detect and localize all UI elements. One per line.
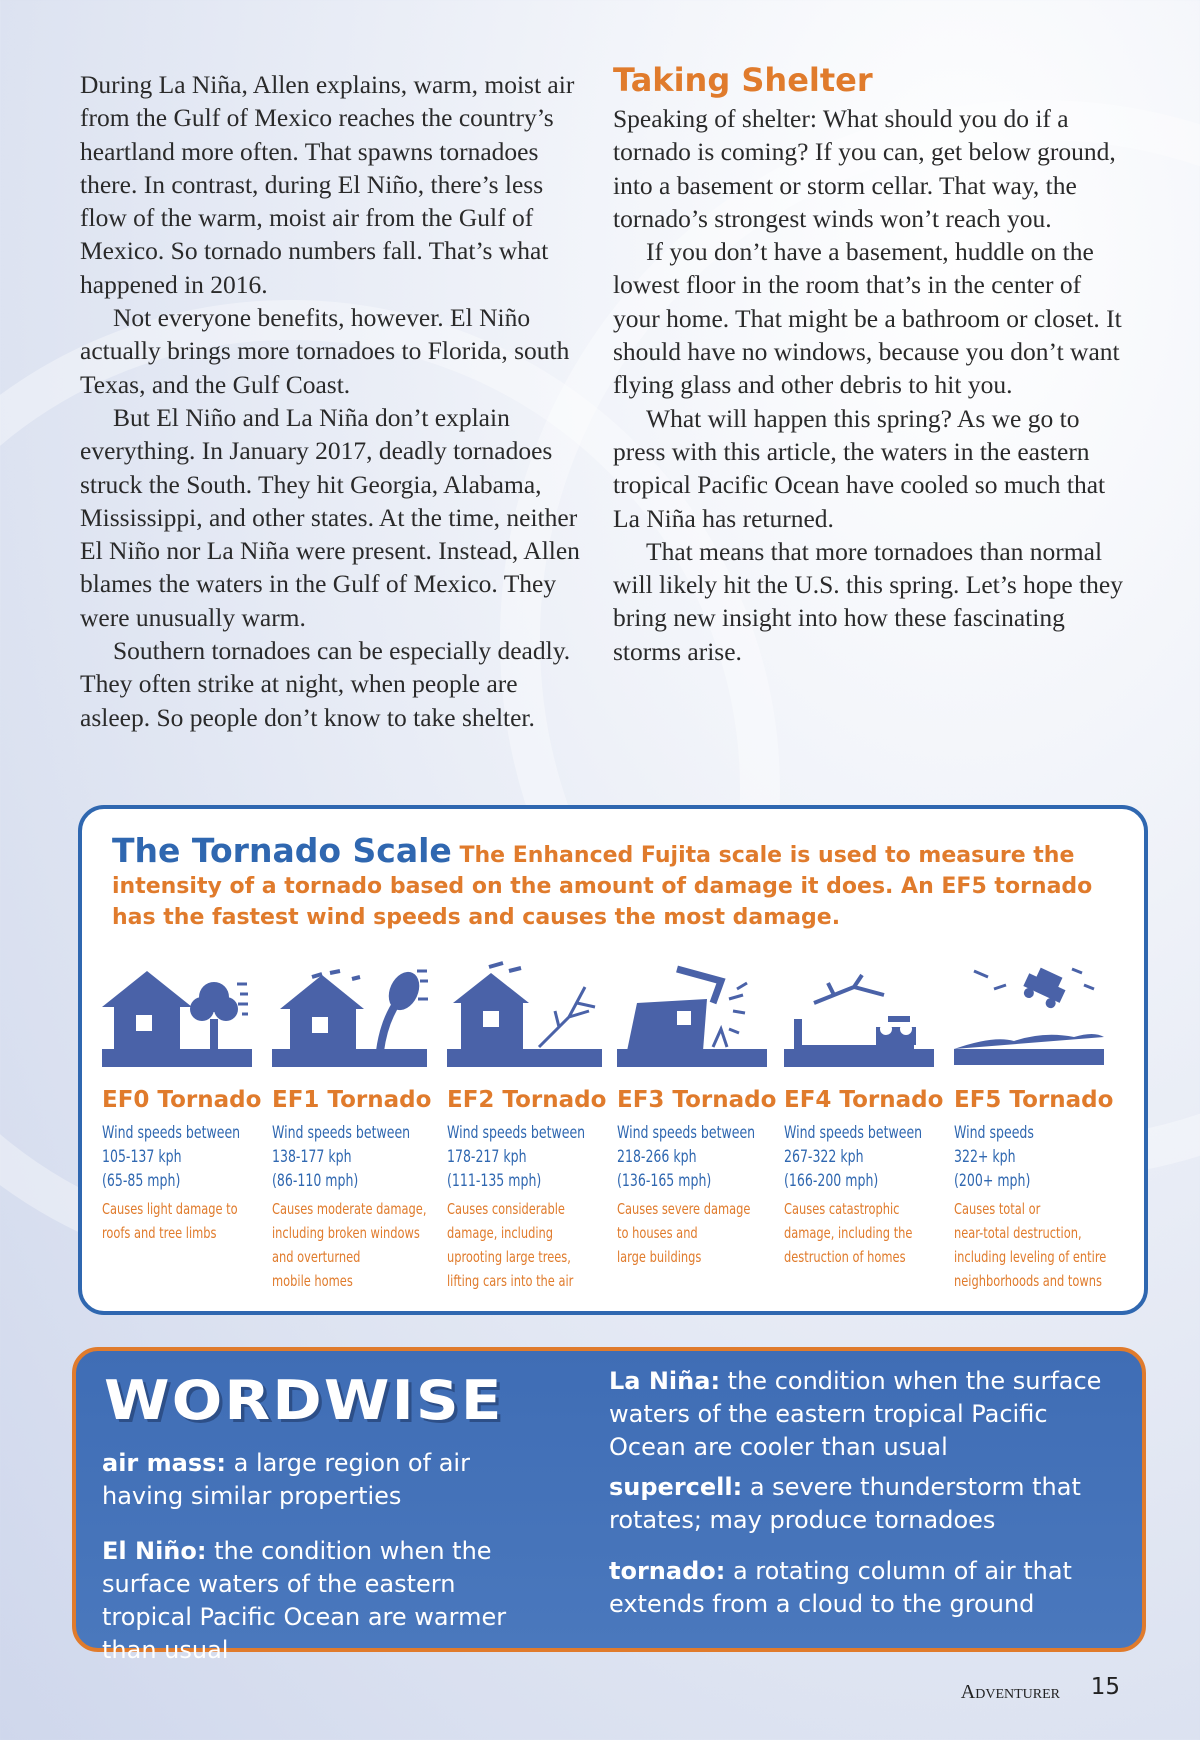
ef-damage-description: Causes catastrophic damage, including the destruction of homes [784,1200,913,1266]
ef4-level [784,959,954,1299]
article-paragraph: During La Niña, Allen explains, warm, moist air from the Gulf of Mexico reaches the country’s heartland more often. That spawns tornadoes there. In contrast, during El Niño, there’s less flow of the warm, moist air from the Gulf of Mexico. So tornado numbers fall. That’s what happened in 2016. [80,70,575,299]
glossary-definition: the condition when the surface waters of the eastern tropical Pacific Ocean are warmer than usual [102,1537,507,1664]
ef2-damage-icon [447,959,607,1071]
ef4-damage-icon [784,959,944,1071]
ef1-level [272,959,442,1299]
ef1-damage-icon [272,959,432,1071]
page-number: 15 [1090,1674,1120,1700]
ef3-level [617,959,787,1299]
ef-name: EF3 Tornado [617,1087,777,1113]
glossary-entry [102,1447,542,1513]
scale-description: The Enhanced Fujita scale is used to measure the intensity of a tornado based on the amount of damage it does. An EF5 tornado has the fastest wind speeds and causes the most damage. [112,843,1093,930]
ef2-level [447,959,617,1299]
ef-damage-description: Causes considerable damage, including uprooting large trees, lifting cars into the air [447,1200,574,1290]
ef-wind-speeds: Wind speeds between 218-266 kph (136-165 mph) [617,1123,756,1191]
article-paragraph: Southern tornadoes can be especially deadly. They often strike at night, when people are asleep. So people don’t know to take shelter. [80,636,571,732]
ef-name: EF0 Tornado [102,1087,262,1113]
ef-wind-speeds: Wind speeds 322+ kph (200+ mph) [954,1123,1034,1191]
glossary-term: tornado: [609,1557,726,1585]
scale-title: The Tornado Scale [112,831,452,870]
article-paragraph: Speaking of shelter: What should you do if a tornado is coming? If you can, get below ground, into a basement or storm cellar. That way, the tornado’s strongest winds won’t reach you. [613,104,1116,233]
ef5-damage-icon [954,959,1114,1071]
glossary-term: La Niña: [609,1367,721,1395]
ef-name: EF2 Tornado [447,1087,607,1113]
wordwise-glossary [72,1347,1146,1664]
ef-damage-description: Causes severe damage to houses and large buildings [617,1200,751,1266]
article-column-right [613,60,1133,668]
section-heading: Taking Shelter [613,61,873,99]
glossary-term: supercell: [609,1473,743,1501]
ef3-damage-icon [617,959,777,1071]
glossary-definition: a rotating column of air that extends from a cloud to the ground [609,1557,1072,1618]
article-paragraph: If you don’t have a basement, huddle on the lowest floor in the room that’s in the center of your home. That might be a bathroom or closet. It should have no windows, because you don’t want flying glass and other debris to hit you. [613,237,1122,400]
ef-damage-description: Causes moderate damage, including broken windows and overturned mobile homes [272,1200,427,1290]
ef-wind-speeds: Wind speeds between 138-177 kph (86-110 mph) [272,1123,411,1191]
ef-wind-speeds: Wind speeds between 178-217 kph (111-135 mph) [447,1123,586,1191]
magazine-name: Adventurer [960,1681,1060,1703]
article-paragraph: What will happen this spring? As we go to press with this article, the waters in the eastern tropical Pacific Ocean have cooled so much that La Niña has returned. [613,403,1106,533]
ef-damage-description: Causes light damage to roofs and tree limbs [102,1200,238,1242]
glossary-definition: a large region of air having similar properties [102,1449,470,1510]
wordwise-title: WORDWISE [104,1369,504,1432]
glossary-term: El Niño: [102,1537,207,1565]
ef0-level [102,959,267,1299]
glossary-entry [102,1535,552,1667]
glossary-entry [609,1555,1109,1621]
glossary-entry [609,1365,1109,1464]
ef-name: EF4 Tornado [784,1087,944,1113]
ef0-damage-icon [102,959,257,1071]
article-column-left [80,68,590,734]
ef-name: EF5 Tornado [954,1087,1114,1113]
tornado-scale-box [78,805,1148,1315]
glossary-definition: the condition when the surface waters of the eastern tropical Pacific Ocean are cooler than usual [609,1367,1102,1461]
ef-name: EF1 Tornado [272,1087,432,1113]
ef-damage-description: Causes total or near-total destruction, including leveling of entire neighborhoods and towns [954,1200,1107,1290]
scale-intro [112,831,1122,933]
ef-wind-speeds: Wind speeds between 105-137 kph (65-85 mph) [102,1123,241,1191]
glossary-term: air mass: [102,1449,226,1477]
article-paragraph: But El Niño and La Niña don’t explain everything. In January 2017, deadly tornadoes struck the South. They hit Georgia, Alabama, Mississippi, and other states. At the time, neither El Niño nor La Niña were present. Instead, Allen blames the waters in the Gulf of Mexico. They were unusually warm. [80,402,580,632]
glossary-definition: a severe thunderstorm that rotates; may produce tornadoes [609,1473,1081,1534]
article-paragraph: That means that more tornadoes than normal will likely hit the U.S. this spring. Let’s hope they bring new insight into how these fascinating storms arise. [613,536,1123,666]
ef5-level [954,959,1134,1299]
ef-wind-speeds: Wind speeds between 267-322 kph (166-200 mph) [784,1123,923,1191]
glossary-entry [609,1471,1109,1537]
article-paragraph: Not everyone benefits, however. El Niño actually brings more tornadoes to Florida, south Texas, and the Gulf Coast. [80,303,570,399]
